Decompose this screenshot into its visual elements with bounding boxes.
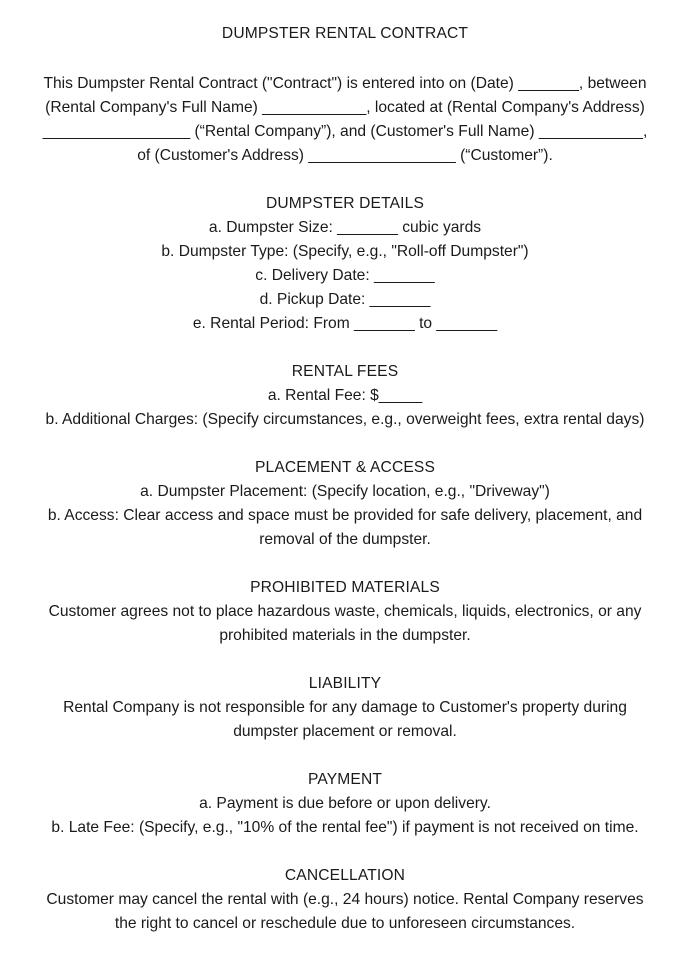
section-block — [20, 360, 670, 432]
section-item: b. Dumpster Type: (Specify, e.g., "Roll-off Dumpster") — [161, 243, 529, 260]
section-item: c. Delivery Date: _______ — [255, 267, 435, 284]
section-heading: PLACEMENT & ACCESS — [254, 459, 436, 476]
section-item: e. Rental Period: From _______ to _______ — [192, 315, 498, 332]
section-item: a. Rental Fee: $_____ — [267, 387, 423, 404]
section-block — [20, 672, 670, 744]
section-heading: PROHIBITED MATERIALS — [250, 579, 440, 596]
section-item: d. Pickup Date: _______ — [259, 291, 431, 308]
section-heading: LIABILITY — [308, 675, 382, 692]
section-item: Rental Company is not responsible for any damage to Customer's property during dumpster placement or removal. — [63, 699, 627, 740]
section-item: a. Dumpster Size: _______ cubic yards — [208, 219, 482, 236]
section-heading: RENTAL FEES — [291, 363, 399, 380]
section-block — [20, 456, 670, 552]
section-block — [20, 192, 670, 336]
section-item: b. Late Fee: (Specify, e.g., "10% of the rental fee") if payment is not received on time. — [51, 819, 639, 836]
section-item: b. Additional Charges: (Specify circumstances, e.g., overweight fees, extra rental days) — [45, 411, 645, 428]
intro-paragraph: This Dumpster Rental Contract ("Contract") is entered into on (Date) _______, between (Rental Company's Full Name) ____________, located at (Rental Company's Address) _________________ (“Rental Company”), and (Customer's Full Name) ____________, of (Customer's Address) _________________ (“Customer”). — [42, 75, 648, 164]
section-heading: CANCELLATION — [284, 867, 406, 884]
intro-block — [20, 72, 670, 168]
section-item: a. Dumpster Placement: (Specify location, e.g., "Driveway") — [140, 483, 550, 500]
section-item: Customer agrees not to place hazardous waste, chemicals, liquids, electronics, or any prohibited materials in the dumpster. — [48, 603, 642, 644]
section-block — [20, 768, 670, 840]
section-block — [20, 576, 670, 648]
section-item: b. Access: Clear access and space must be provided for safe delivery, placement, and removal of the dumpster. — [47, 507, 643, 548]
section-heading: PAYMENT — [307, 771, 383, 788]
section-item: Customer may cancel the rental with (e.g., 24 hours) notice. Rental Company reserves the right to cancel or reschedule due to unforeseen circumstances. — [46, 891, 644, 932]
sections-container — [20, 192, 670, 936]
page-title: DUMPSTER RENTAL CONTRACT — [221, 25, 469, 42]
section-heading: DUMPSTER DETAILS — [265, 195, 425, 212]
section-item: a. Payment is due before or upon delivery. — [199, 795, 491, 812]
section-block — [20, 864, 670, 936]
